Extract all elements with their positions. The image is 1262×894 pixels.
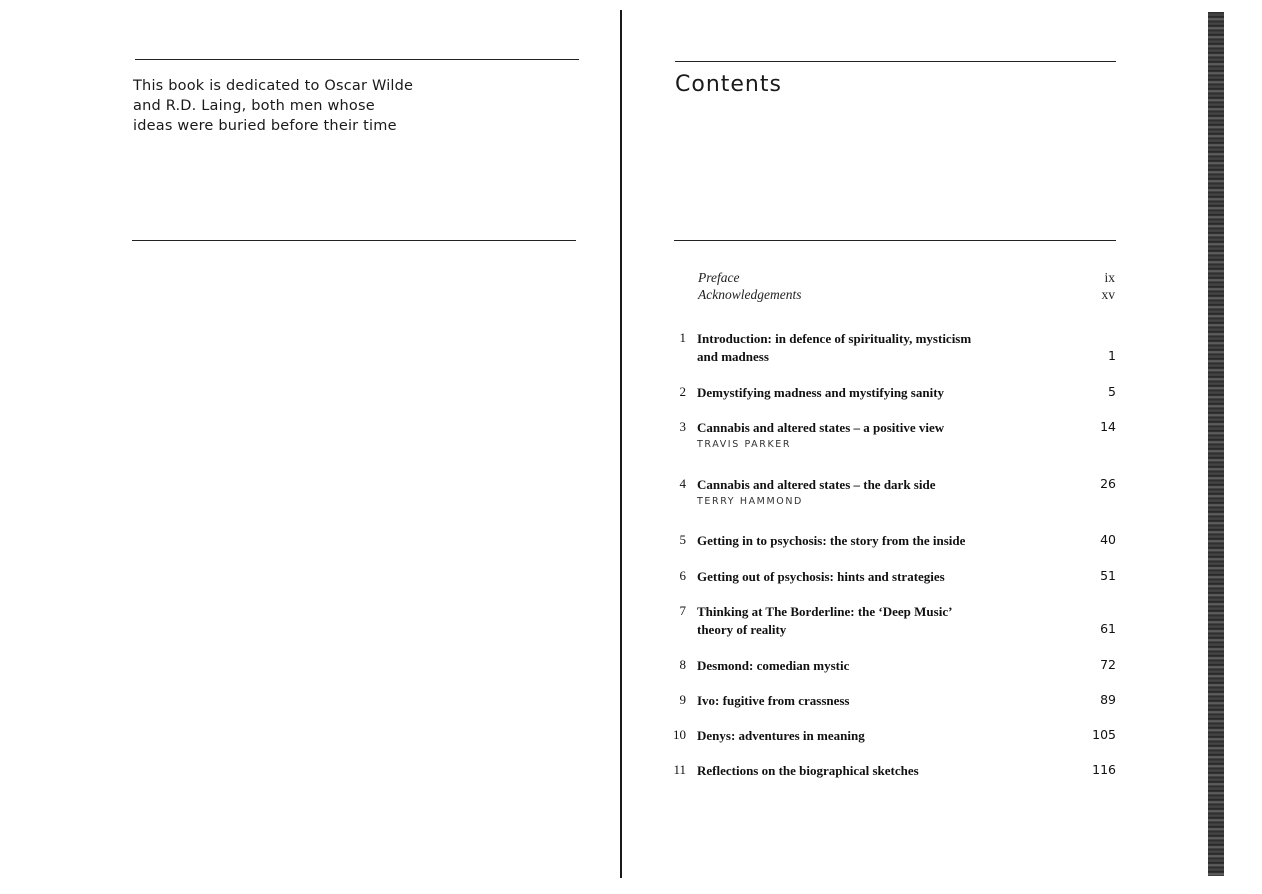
toc-entry bbox=[666, 692, 1116, 712]
toc-entry bbox=[666, 727, 1116, 747]
chapter-page: 26 bbox=[1100, 476, 1116, 491]
front-matter-title: Preface bbox=[698, 270, 740, 285]
page-title: Contents bbox=[675, 72, 782, 97]
chapter-title: Reflections on the biographical sketches bbox=[697, 763, 919, 778]
front-matter-page: ix bbox=[1104, 270, 1115, 285]
chapter-author: TERRY HAMMOND bbox=[697, 496, 803, 507]
chapter-number: 3 bbox=[679, 419, 686, 434]
toc-entry bbox=[666, 603, 1116, 643]
toc-entry bbox=[666, 532, 1116, 552]
chapter-page: 72 bbox=[1100, 657, 1116, 672]
page-gutter bbox=[620, 10, 622, 878]
chapter-page: 51 bbox=[1100, 568, 1116, 583]
dedication bbox=[133, 76, 573, 136]
dedication-line: and R.D. Laing, both men whose bbox=[133, 98, 375, 114]
chapter-page: 61 bbox=[1100, 621, 1116, 636]
chapter-page: 14 bbox=[1100, 419, 1116, 434]
bottom-rule-right bbox=[674, 240, 1116, 241]
chapter-number: 10 bbox=[673, 727, 686, 742]
chapter-number: 9 bbox=[679, 692, 686, 707]
chapter-number: 5 bbox=[679, 532, 686, 547]
chapter-page: 1 bbox=[1108, 348, 1116, 363]
dedication-line: ideas were buried before their time bbox=[133, 118, 397, 134]
chapter-page: 40 bbox=[1100, 532, 1116, 547]
chapter-title: Getting in to psychosis: the story from the inside bbox=[697, 533, 966, 548]
chapter-page: 5 bbox=[1108, 384, 1116, 399]
chapter-author: TRAVIS PARKER bbox=[697, 439, 792, 450]
chapter-number: 11 bbox=[673, 762, 686, 777]
toc-entry bbox=[666, 384, 1116, 404]
front-matter-item bbox=[674, 287, 1119, 305]
chapter-title: Getting out of psychosis: hints and strategies bbox=[697, 569, 945, 584]
chapter-title: Desmond: comedian mystic bbox=[697, 658, 850, 673]
chapter-title: Cannabis and altered states – a positive view bbox=[697, 420, 945, 435]
front-matter-title: Acknowledgements bbox=[698, 287, 802, 302]
dedication-line: This book is dedicated to Oscar Wilde bbox=[133, 78, 414, 94]
chapter-title: Cannabis and altered states – the dark side bbox=[697, 477, 936, 492]
chapter-title-line: Introduction: in defence of spirituality, mysticism bbox=[697, 331, 972, 346]
chapter-title-line: theory of reality bbox=[697, 622, 787, 637]
toc-entry bbox=[666, 330, 1116, 370]
page-edge-shadow bbox=[1208, 12, 1224, 876]
toc-entry bbox=[666, 657, 1116, 677]
toc-entry bbox=[666, 476, 1116, 512]
chapter-title-line: and madness bbox=[697, 349, 769, 364]
chapter-number: 2 bbox=[679, 384, 686, 399]
chapter-page: 89 bbox=[1100, 692, 1116, 707]
chapter-title: Denys: adventures in meaning bbox=[697, 728, 865, 743]
chapter-number: 1 bbox=[679, 330, 686, 345]
chapter-number: 8 bbox=[679, 657, 686, 672]
chapter-number: 6 bbox=[679, 568, 686, 583]
toc-entry bbox=[666, 568, 1116, 588]
chapter-title bbox=[697, 330, 1037, 366]
chapter-title: Ivo: fugitive from crassness bbox=[697, 693, 850, 708]
chapter-page: 105 bbox=[1092, 727, 1116, 742]
top-rule-left bbox=[135, 59, 579, 60]
chapter-number: 4 bbox=[679, 476, 686, 491]
toc-entry bbox=[666, 762, 1116, 782]
chapter-title: Demystifying madness and mystifying sanity bbox=[697, 385, 945, 400]
top-rule-right bbox=[675, 61, 1116, 62]
chapter-title bbox=[697, 603, 1037, 639]
front-matter-page: xv bbox=[1101, 287, 1115, 302]
bottom-rule-left bbox=[132, 240, 576, 241]
chapter-title-line: Thinking at The Borderline: the ‘Deep Music’ bbox=[697, 604, 953, 619]
toc-entry bbox=[666, 419, 1116, 455]
chapter-number: 7 bbox=[679, 603, 686, 618]
front-matter-item bbox=[674, 270, 1119, 288]
chapter-page: 116 bbox=[1092, 762, 1116, 777]
